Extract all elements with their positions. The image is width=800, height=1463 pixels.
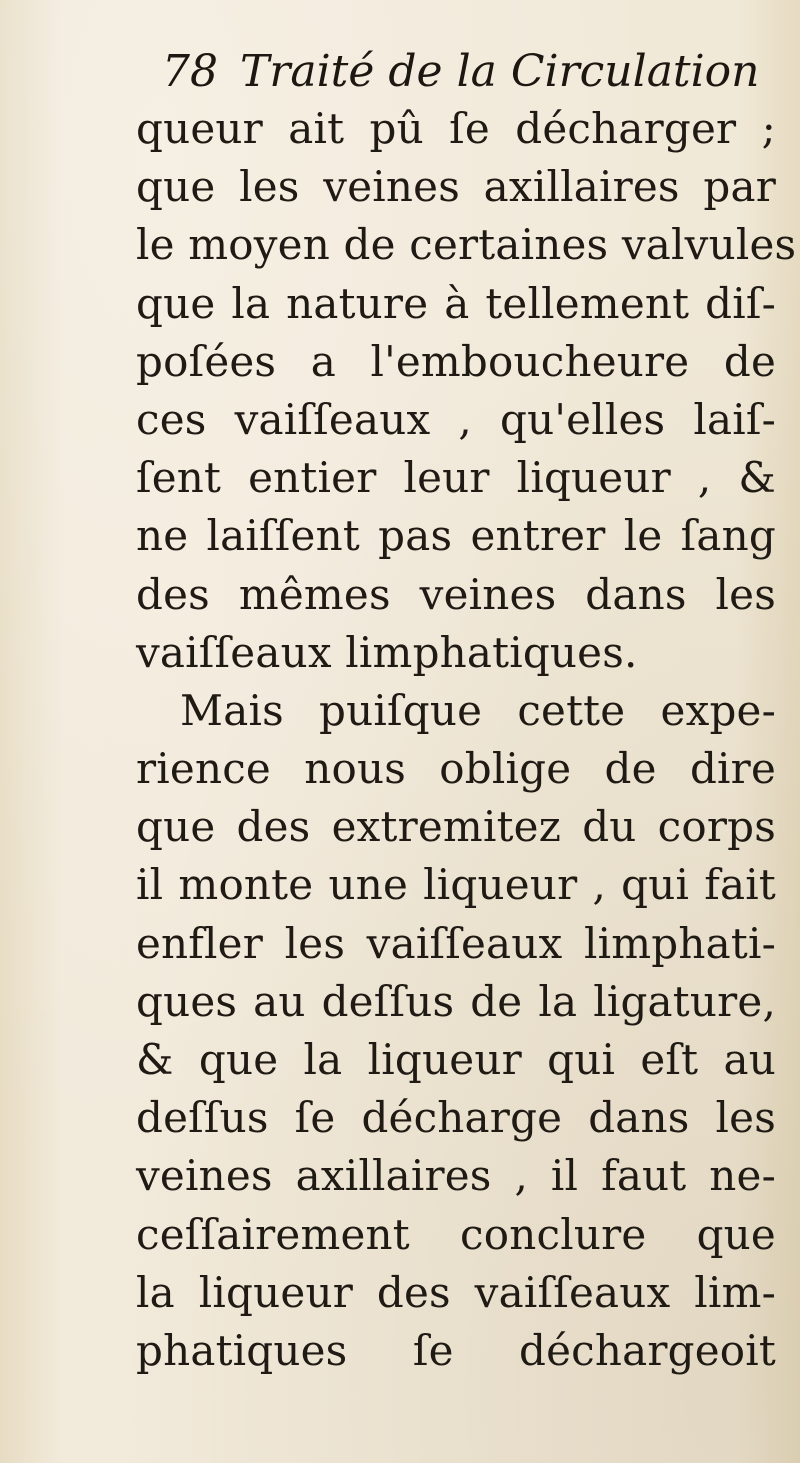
text-line: que des extremitez du corps xyxy=(136,802,776,852)
page-number: 78 xyxy=(162,46,218,97)
text-line: il monte une liqueur , qui fait xyxy=(136,860,776,910)
text-line: queur ait pû ſe décharger ; xyxy=(136,104,776,153)
running-header xyxy=(162,46,760,97)
paragraph-start-line: Mais puiſque cette expe- xyxy=(180,685,776,735)
text-line: ques au deſſus de la ligature, xyxy=(136,976,776,1026)
text-line: veines axillaires , il faut ne- xyxy=(136,1151,776,1201)
text-line: ſent entier leur liqueur , & xyxy=(136,453,776,503)
text-line: phatiques ſe déchargeoit xyxy=(136,1325,776,1375)
text-line: que les veines axillaires par xyxy=(136,162,776,212)
text-line: & que la liqueur qui eſt au xyxy=(136,1035,776,1084)
text-line: la liqueur des vaiſſeaux lim- xyxy=(136,1267,776,1317)
text-line: que la nature à tellement diſ- xyxy=(136,278,776,328)
text-line: rience nous oblige de dire xyxy=(136,744,776,794)
text-line: poſées a l'emboucheure de xyxy=(136,336,776,386)
text-line: deſſus ſe décharge dans les xyxy=(136,1093,776,1143)
text-line: vaiſſeaux limphatiques. xyxy=(136,627,638,677)
text-line: ceſſairement conclure que xyxy=(136,1209,776,1259)
text-line: le moyen de certaines valvules xyxy=(136,220,797,270)
text-line: des mêmes veines dans les xyxy=(136,569,776,619)
body-text xyxy=(136,100,797,1380)
text-line: enfler les vaiſſeaux limphati- xyxy=(136,918,776,968)
text-line: ces vaiſſeaux , qu'elles laiſ- xyxy=(136,394,776,444)
text-line: ne laiſſent pas entrer le ſang xyxy=(136,511,776,561)
running-title: Traité de la Circulation xyxy=(240,46,760,97)
